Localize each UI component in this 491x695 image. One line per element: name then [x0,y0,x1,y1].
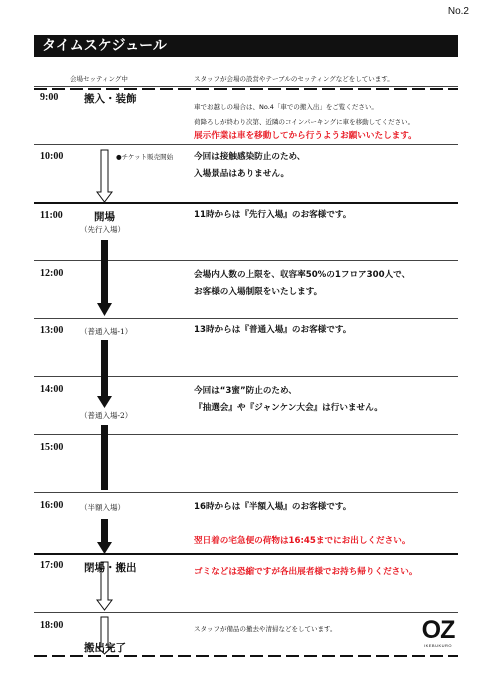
outline-arrow-icon [97,150,112,202]
slot-text: 入場景品はありません。 [194,169,290,179]
ticket-sale-marker: ●チケット販売開始 [116,153,174,161]
entry-type-label: （普通入場-2） [80,411,133,420]
time-label: 13:00 [40,325,64,336]
slot-text: 会場内人数の上限を、収容率50%の1フロア300人で、 [194,270,411,280]
header-setup-note: スタッフが会場の設営やテーブルのセッティングなどをしています。 [194,75,394,83]
time-label: 15:00 [40,442,64,453]
slot-text: 13時からは『普通入場』のお客様です。 [194,325,352,335]
solid-arrow-icon [97,519,112,554]
slot-text: 11時からは『先行入場』のお客様です。 [194,210,352,220]
event-label: 閉場・搬出 [84,562,137,574]
slot-text: 今回は“3蜜”防止のため、 [194,386,297,396]
time-label: 14:00 [40,384,64,395]
slot-text: 『抽選会』や『ジャンケン大会』は行いません。 [194,403,383,413]
entry-type-label: （普通入場-1） [80,327,133,336]
slot-warning: 翌日着の宅急便の荷物は16:45までにお出しください。 [194,536,411,546]
slot-note: スタッフが備品の撤去や清掃などをしています。 [194,625,337,633]
slot-note: 荷降ろしが終わり次第、近隣のコインパーキングに車を移動してください。 [194,118,415,126]
event-label: 搬出完了 [84,642,126,654]
time-label: 12:00 [40,268,64,279]
time-label: 11:00 [40,210,63,221]
page-number: No.2 [447,6,469,17]
time-label: 18:00 [40,620,64,631]
slot-text: 16時からは『半額入場』のお客様です。 [194,502,352,512]
solid-arrow-icon [97,340,112,408]
slot-note: 車でお越しの場合は、No.4「車での搬入出」をご覧ください。 [194,103,378,111]
slot-text: 今回は接触感染防止のため、 [194,152,306,162]
logo-subtext: IKEBUKURO [423,643,453,648]
event-label: 開場 [94,211,115,223]
time-label: 9:00 [40,92,59,103]
header-setup-label: 会場セッティング中 [70,75,128,83]
oz-logo [421,617,455,648]
solid-arrow-icon [97,240,112,316]
time-label: 10:00 [40,151,64,162]
solid-arrow-icon [101,425,108,490]
entry-type-label: （先行入場） [80,225,125,234]
time-label: 16:00 [40,500,64,511]
event-label: 搬入・装飾 [84,93,137,105]
page-title: タイムスケジュール [34,35,458,57]
time-label: 17:00 [40,560,64,571]
logo-text: OZ [421,616,455,644]
slot-warning: ゴミなどは恐縮ですが各出展者様でお持ち帰りください。 [194,567,418,577]
entry-type-label: （半額入場） [80,503,125,512]
slot-text: お客様の入場制限をいたします。 [194,287,323,297]
slot-warning: 展示作業は車を移動してから行うようお願いいたします。 [194,131,417,141]
